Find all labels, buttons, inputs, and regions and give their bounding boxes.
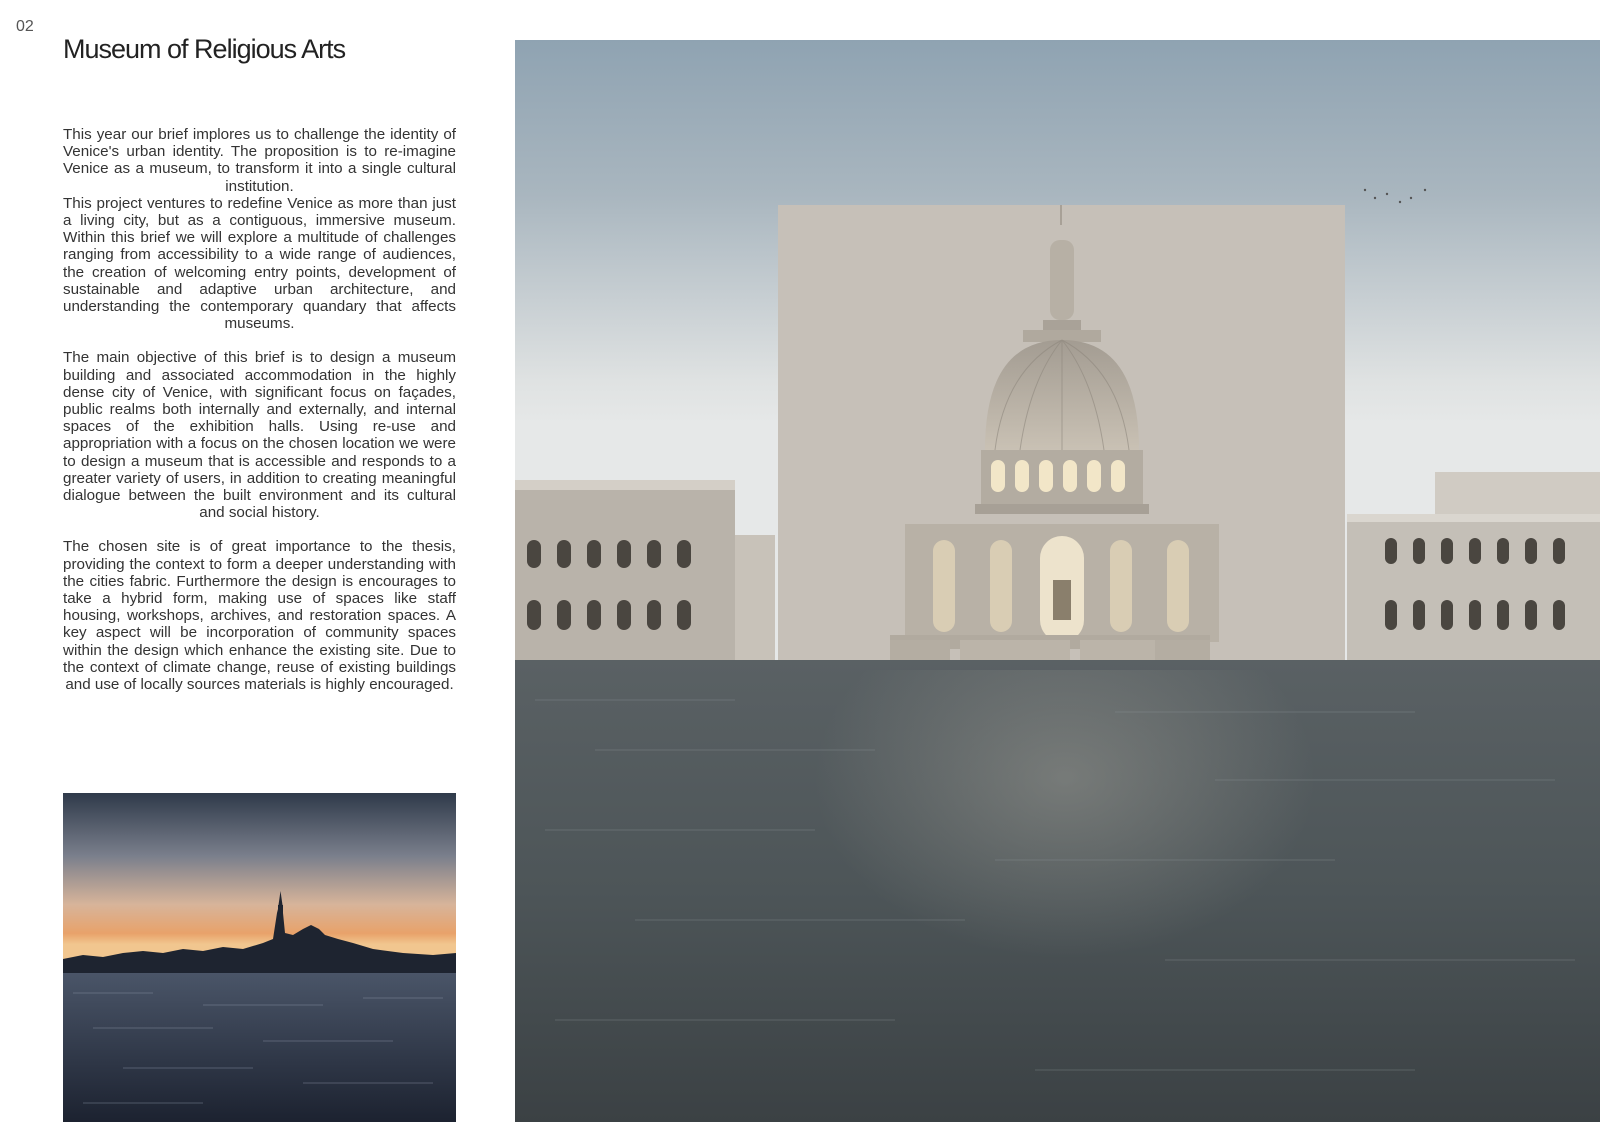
paragraph-objective: The main objective of this brief is to design a museum building and associated accommodation in the highly dense city of Venice, with significant focus on façades, public realms both internally and externally, and internal spaces of the exhibition halls. Using re-use and appropriation with a focus on the chosen location we were to design a museum that is accessible and responds to a greater variety of users, in addition to creating meaningful dialogue between the built environment and its cultural and social history. [63,349,456,522]
brief-text [63,126,456,693]
paragraph-intro: This year our brief implores us to challenge the identity of Venice's urban identity. The proposition is to re-imagine Venice as a museum, to transform it into a single cultural institution. [63,126,456,195]
paragraph-site: The chosen site is of great importance to the thesis, providing the context to form a deeper understanding with the cities fabric. Furthermore the design is encourages to take a hybrid form, making use of spaces like staff housing, workshops, archives, and restoration spaces. A key aspect will be incorporation of community spaces within the design which enhance the existing site. Due to the context of climate change, reuse of existing buildings and use of locally sources materials is highly encouraged. [63,538,456,694]
page-number: 02 [16,18,34,35]
venice-sunset-photo [63,793,456,1122]
museum-render [515,40,1600,1122]
paragraph-project: This project ventures to redefine Venice as more than just a living city, but as a contiguous, immersive museum. Within this brief we will explore a multitude of challenges ranging from accessibility to a wide range of audiences, the creation of welcoming entry points, development of sustainable and adaptive urban architecture, and understanding the contemporary quandary that affects museums. [63,194,456,333]
monolith-facade [778,205,1345,675]
page-title: Museum of Religious Arts [63,34,346,64]
